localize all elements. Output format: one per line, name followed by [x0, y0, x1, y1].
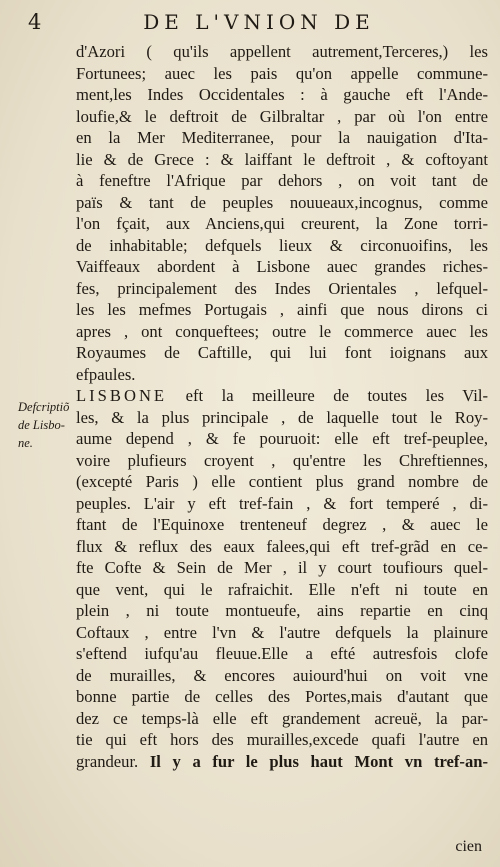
text-segment: Il y a fur le plus haut Mont vn tref-an- [138, 751, 488, 771]
text-line: dez ce temps-là elle eft grandement acreuë, la par- [76, 708, 488, 728]
text-line: (excepté Paris ) elle contient plus grand nombre de [76, 472, 488, 491]
page-number: 4 [28, 10, 42, 34]
text-line: de murailles, & encores auiourd'hui on voit vne [76, 665, 488, 685]
text-line: ment,les Indes Occidentales : à gauche eft l'Ande- [76, 85, 488, 104]
text-line: efpaules. [76, 364, 136, 384]
text-line: s'eftend iufqu'au fleuue.Elle a efté autresfois clofe [76, 644, 488, 663]
running-title: DE L'VNION DE [143, 10, 375, 34]
text-line: d'Azori ( qu'ils appellent autrement,Terceres,) les [76, 42, 488, 61]
text-line: Royaumes de Caftille, qui lui font ioignans aux [76, 343, 488, 362]
text-line: païs & tant de peuples nouueaux,incognus, comme [76, 192, 488, 212]
text-line: l'on fçait, aux Anciens,qui creurent, la Zone torri- [76, 214, 488, 233]
text-line: à feneftre l'Afrique par dehors , on voit tant de [76, 171, 488, 190]
text-line: fte Cofte & Sein de Mer , il y court toufiours quel- [76, 558, 488, 577]
text-line: Vaiffeaux abordent à Lisbone auec grandes riches- [76, 257, 488, 276]
text-line: tie qui eft hors des murailles,excede quafi l'autre en [76, 730, 488, 749]
text-line: plein , ni toute montueufe, ains repartie en cinq [76, 601, 488, 620]
text-line: voire plufieurs croyent , qu'entre les Chreftiennes, [76, 450, 488, 470]
text-segment: eft la meilleure de toutes les Vil- [167, 386, 488, 405]
text-line [76, 751, 488, 773]
text-line: que vent, qui le rafraichit. Elle n'eft ni toute en [76, 579, 488, 599]
text-line: de inhabitable; defquels lieux & circonuoifins, les [76, 235, 488, 255]
margin-note-line: ne. [18, 436, 33, 450]
text-line: flux & reflux des eaux falees,qui eft tref-grãd en ce- [76, 536, 488, 556]
margin-note [18, 398, 74, 452]
text-line: fes, principalement des Indes Orientales , lefquel- [76, 278, 488, 298]
text-line: les les mefmes Portugais , ainfi que nous dirons ci [76, 300, 488, 319]
page-header [28, 10, 480, 40]
paragraph-2 [76, 385, 488, 772]
text-segment: grandeur. [76, 751, 139, 771]
text-line: aume depend , & fe pouruoit: elle eft tref-peuplee, [76, 429, 488, 448]
text-line: Coftaux , entre l'vn & l'autre defquels la plainure [76, 622, 488, 642]
text-line: en la Mer Mediterranee, pour la nauigation d'Ita- [76, 128, 488, 147]
text-line: peuples. L'air y eft tref-fain , & fort temperé , di- [76, 493, 488, 513]
text-line: loufie,& le deftroit de Gilbraltar , par où l'on entre [76, 106, 488, 126]
catchword: cien [455, 838, 482, 855]
text-line: lie & de Grece : & laiffant le deftroit , & coftoyant [76, 149, 488, 169]
body-text [76, 41, 488, 772]
margin-note-line: Defcriptiõ [18, 400, 70, 414]
paragraph-lead-word: LISBONE [76, 386, 168, 405]
text-line: apres , ont conqueftees; outre le commerce auec les [76, 321, 488, 341]
text-line: les, & la plus principale , de laquelle tout le Roy- [76, 407, 488, 427]
margin-note-line: de Lisbo- [18, 418, 65, 432]
paragraph-1 [76, 41, 488, 385]
text-line [76, 385, 488, 407]
text-line: bonne partie de celles des Portes,mais d'autant que [76, 687, 488, 706]
text-line: ftant de l'Equinoxe trenteneuf degrez , & auec le [76, 515, 488, 534]
text-line: Fortunees; auec les pais qu'on appelle commune- [76, 63, 488, 83]
